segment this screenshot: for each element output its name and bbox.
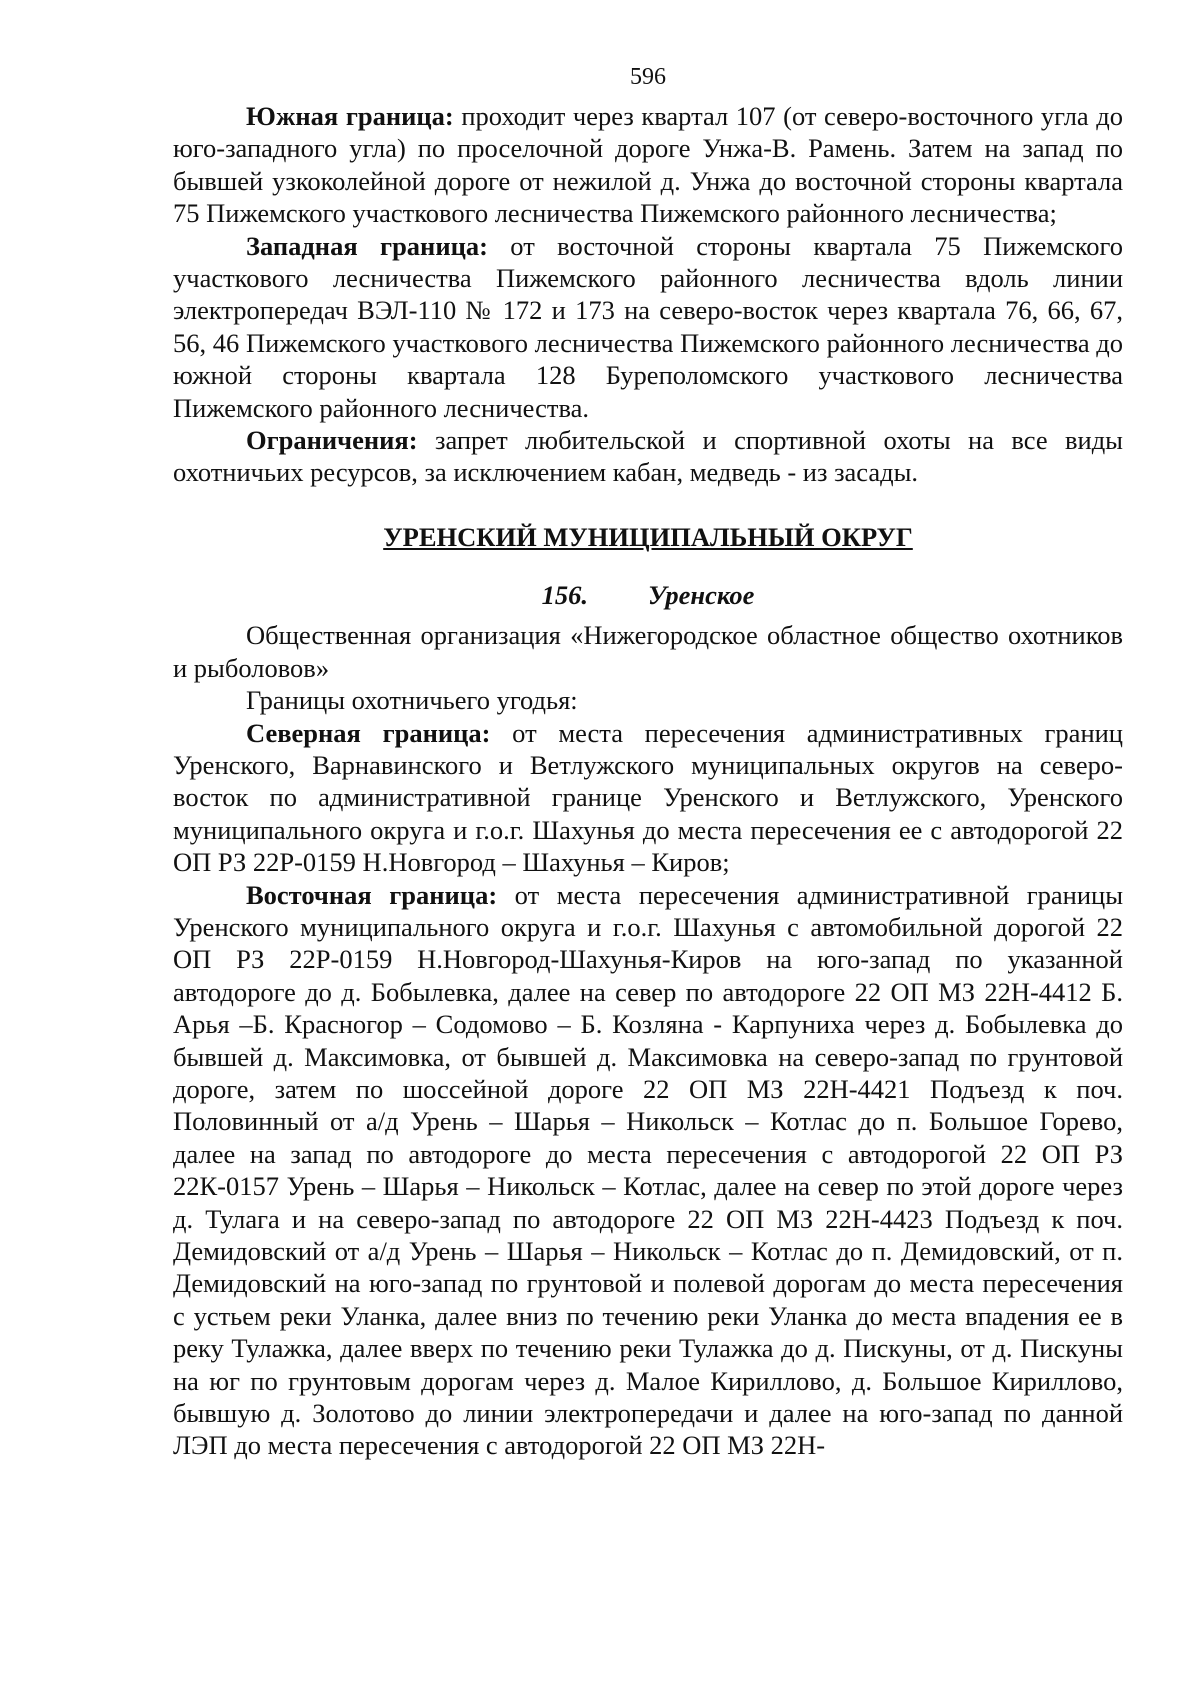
restrictions-label: Ограничения: (246, 425, 418, 456)
west-border-text: от восточной стороны квартала 75 Пижемского участкового лесничества Пижемского районного лесничества вдоль линии электропередач ВЭЛ-110 № 172 и 173 на северо-восток через квартала 76, 66, 67, 56, 46 Пижемского участкового лесничества Пижемского районного лесничества до южной стороны квартала 128 Буреполомского участкового лесничества Пижемского районного лесничества. (173, 230, 1123, 423)
west-border-paragraph (173, 230, 1123, 424)
organization-paragraph: Общественная организация «Нижегородское областное общество охотников и рыболовов» (173, 620, 1123, 683)
north-border-text: от места пересечения административных границ Уренского, Варнавинского и Ветлужского муниципальных округов на северо-восток по административной границе Уренского и Ветлужского, Уренского муниципального округа и г.о.г. Шахунья до места пересечения ее с автодорогой 22 ОП РЗ 22Р-0159 Н.Новгород – Шахунья – Киров; (173, 717, 1123, 878)
district-heading: УРЕНСКИЙ МУНИЦИПАЛЬНЫЙ ОКРУГ (383, 521, 913, 552)
east-border-paragraph (173, 879, 1123, 1462)
east-border-label: Восточная граница: (246, 879, 498, 910)
page-number: 596 (630, 64, 666, 90)
north-border-label: Северная граница: (246, 717, 491, 748)
area-name: Уренское (648, 579, 755, 610)
area-number: 156. (541, 579, 589, 610)
south-border-paragraph (173, 100, 1123, 230)
north-border-paragraph (173, 717, 1123, 879)
area-title (173, 579, 1123, 611)
west-border-label: Западная граница: (246, 230, 488, 261)
document-page (173, 62, 1123, 1462)
restrictions-text: запрет любительской и спортивной охоты на все виды охотничьих ресурсов, за исключением кабан, медведь - из засады. (173, 425, 1123, 488)
south-border-label: Южная граница: (246, 101, 454, 131)
south-border-text: проходит через квартал 107 (от северо-восточного угла до юго-западного угла) по проселочной дороге Унжа-В. Рамень. Затем на запад по бывшей узкоколейной дороге от нежилой д. Унжа до восточной стороны квартала 75 Пижемского участкового лесничества Пижемского районного лесничества; (173, 101, 1123, 229)
restrictions-paragraph (173, 424, 1123, 489)
east-border-text: от места пересечения административной границы Уренского муниципального округа и г.о.г. Шахунья с автомобильной дорогой 22 ОП РЗ 22Р-0159 Н.Новгород-Шахунья-Киров на юго-запад по указанной автодороге до д. Бобылевка, далее на север по автодороге 22 ОП МЗ 22Н-4412 Б. Арья –Б. Красногор – Содомово – Б. Козляна - Карпуниха через д. Бобылевка до бывшей д. Максимовка, от бывшей д. Максимовка на северо-запад по грунтовой дороге, затем по шоссейной дороге 22 ОП МЗ 22Н-4421 Подъезд к поч. Половинный от а/д Урень – Шарья – Никольск – Котлас до п. Большое Горево, далее на запад по автодороге до места пересечения с автодорогой 22 ОП РЗ 22К-0157 Урень – Шарья – Никольск – Котлас, далее на север по этой дороге через д. Тулага и на северо-запад по автодороге 22 ОП МЗ 22Н-4423 Подъезд к поч. Демидовский от а/д Урень – Шарья – Никольск – Котлас до п. Демидовский, от п. Демидовский на юго-запад по грунтовой и полевой дорогам до места пересечения с устьем реки Уланка, далее вниз по течению реки Уланка до места впадения ее в реку Тулажка, далее вверх по течению реки Тулажка до д. Пискуны, от д. Пискуны на юг по грунтовым дорогам через д. Малое Кириллово, д. Большое Кириллово, бывшую д. Золотово до линии электропередачи и далее на юго-запад по данной ЛЭП до места пересечения с автодорогой 22 ОП МЗ 22Н- (173, 879, 1124, 1461)
borders-intro: Границы охотничьего угодья: (246, 685, 578, 716)
